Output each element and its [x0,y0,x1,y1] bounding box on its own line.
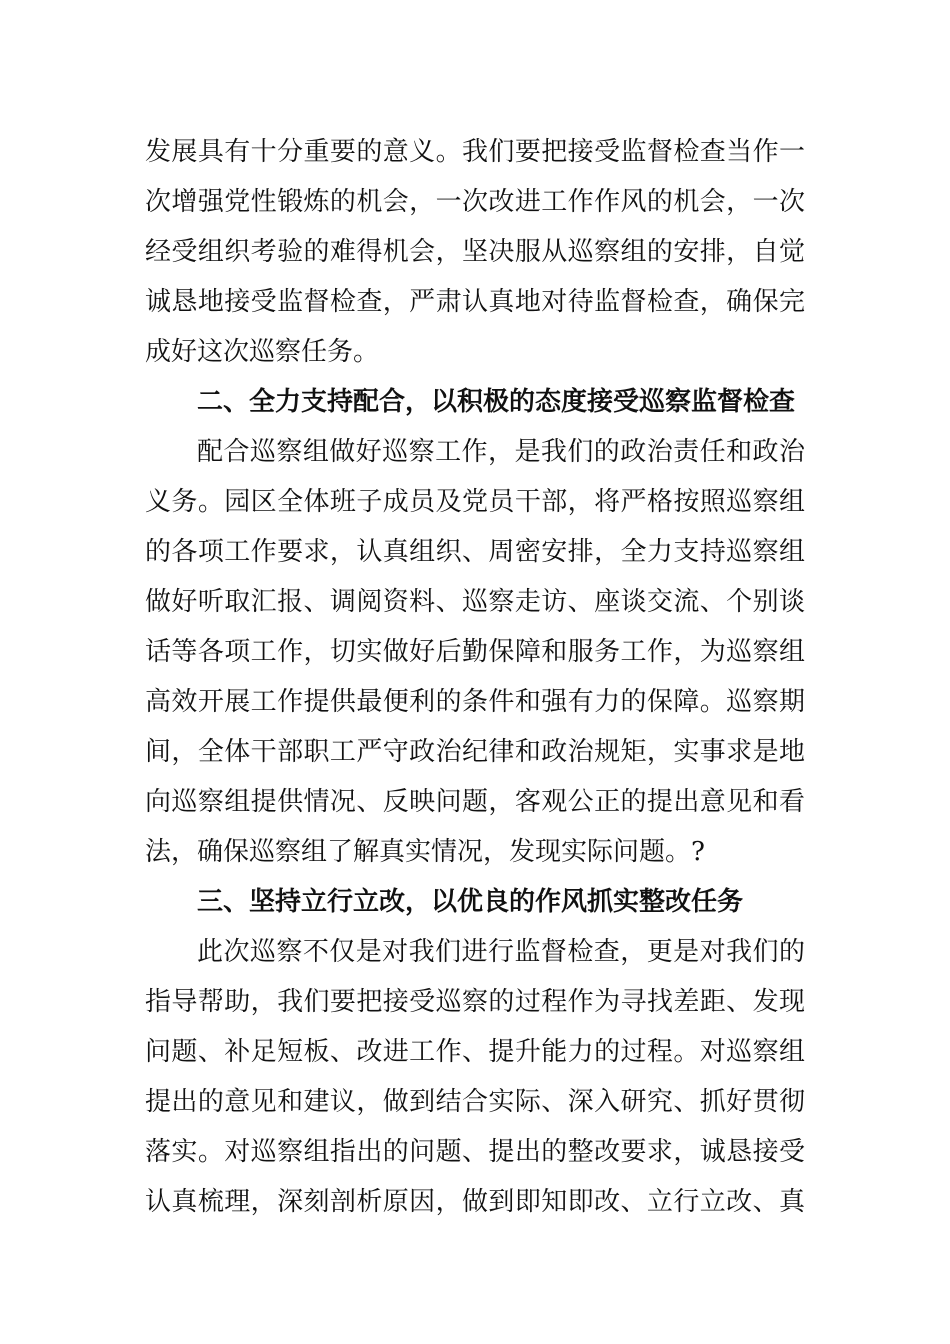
paragraph-line: 成好这次巡察任务。 [145,337,380,367]
paragraph-line: 向巡察组提供情况、反映问题，客观公正的提出意见和看 [145,787,805,817]
paragraph-line: 诚恳地接受监督检查，严肃认真地对待监督检查，确保完 [145,287,805,317]
paragraph-line: 义务。园区全体班子成员及党员干部，将严格按照巡察组 [145,487,805,517]
paragraph-line: 问题、补足短板、改进工作、提升能力的过程。对巡察组 [145,1037,805,1067]
paragraph-line: 次增强党性锻炼的机会，一次改进工作作风的机会，一次 [145,187,805,217]
paragraph-line: 发展具有十分重要的意义。我们要把接受监督检查当作一 [145,137,805,167]
paragraph-line: 提出的意见和建议，做到结合实际、深入研究、抓好贯彻 [145,1087,805,1117]
paragraph-line: 高效开展工作提供最便利的条件和强有力的保障。巡察期 [145,687,805,717]
paragraph-line: 落实。对巡察组指出的问题、提出的整改要求，诚恳接受 [145,1137,805,1167]
paragraph-line: 此次巡察不仅是对我们进行监督检查，更是对我们的 [197,937,805,967]
paragraph-line: 做好听取汇报、调阅资料、巡察走访、座谈交流、个别谈 [145,587,805,617]
section-heading: 三、坚持立行立改，以优良的作风抓实整改任务 [197,887,744,917]
paragraph-line: 间，全体干部职工严守政治纪律和政治规矩，实事求是地 [145,737,805,767]
paragraph-line: 话等各项工作，切实做好后勤保障和服务工作，为巡察组 [145,637,805,667]
paragraph-line: 配合巡察组做好巡察工作，是我们的政治责任和政治 [197,437,805,467]
paragraph-line: 法，确保巡察组了解真实情况，发现实际问题。? [145,837,705,867]
paragraph-line: 指导帮助，我们要把接受巡察的过程作为寻找差距、发现 [145,987,805,1017]
paragraph-line: 认真梳理，深刻剖析原因，做到即知即改、立行立改、真 [145,1187,805,1217]
section-heading: 二、全力支持配合，以积极的态度接受巡察监督检查 [197,387,796,417]
paragraph-line: 的各项工作要求，认真组织、周密安排，全力支持巡察组 [145,537,805,567]
paragraph-line: 经受组织考验的难得机会，坚决服从巡察组的安排，自觉 [145,237,805,267]
